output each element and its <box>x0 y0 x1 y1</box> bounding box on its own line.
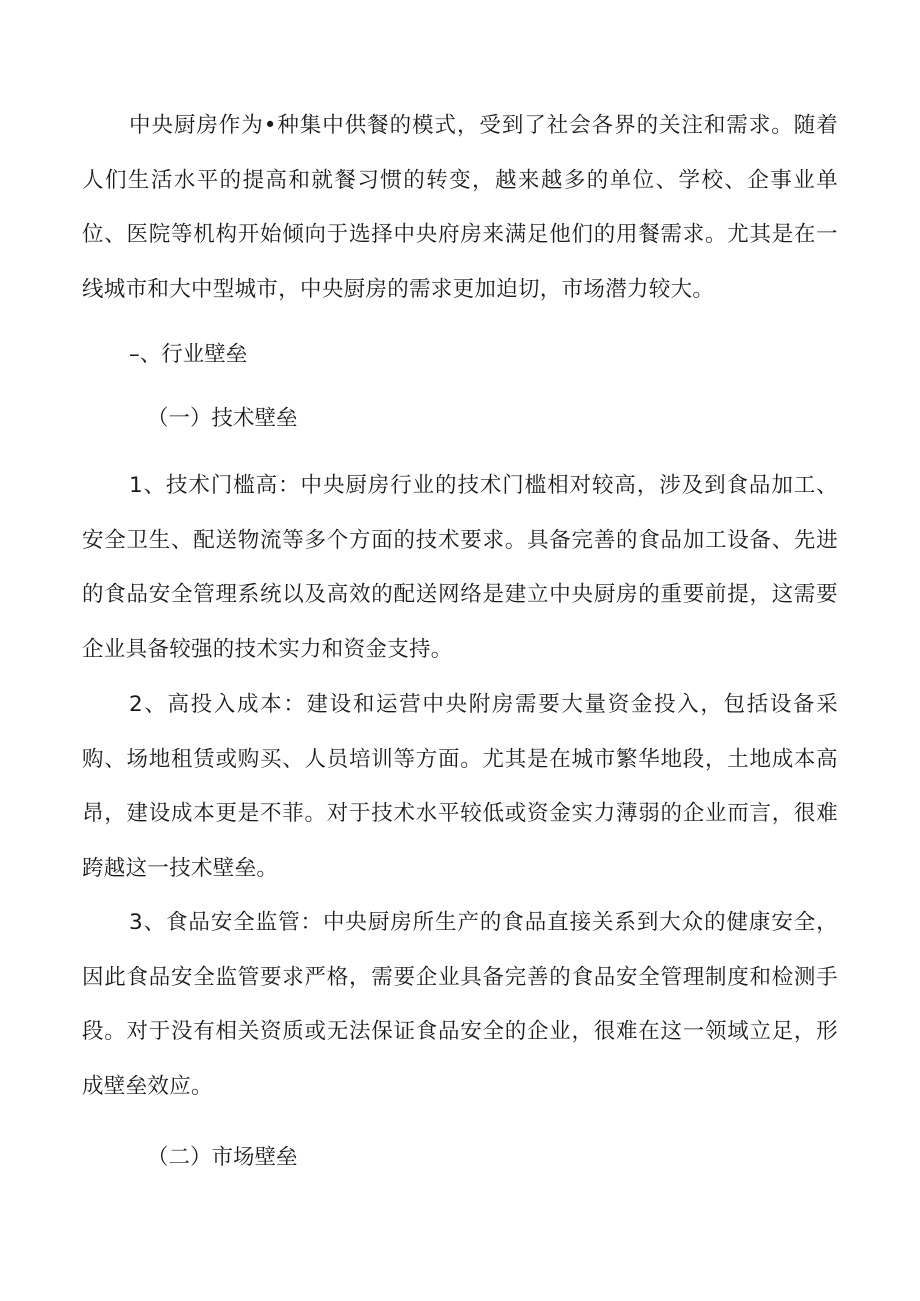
section-heading-industry-barriers: –、行业壁垒 <box>129 342 248 367</box>
intro-paragraph: 中央厨房作为•种集中供餐的模式，受到了社会各界的关注和需求。随着人们生活水平的提高和就餐习惯的转变，越来越多的单位、学校、企事业单位、医院等机构开始倾向于选择中央府房来满足他们的用餐需求。尤其是在一线城市和大中型城市，中央厨房的需求更加迫切，市场潜力较大。 <box>82 113 838 302</box>
subsection-heading-market-barriers: （二）市场壁垒 <box>147 1145 298 1170</box>
tech-threshold-paragraph: 1、技术门槛高：中央厨房行业的技术门槛相对较高，涉及到食品加工、安全卫生、配送物流等多个方面的技术要求。具备完善的食品加工设备、先进的食品安全管理系统以及高效的配送网络是建立中央厨房的重要前提，这需要企业具备较强的技术实力和资金支持。 <box>82 473 838 662</box>
high-cost-paragraph: 2、高投入成本：建设和运营中央附房需要大量资金投入，包括设备采购、场地租赁或购买、人员培训等方面。尤其是在城市繁华地段，土地成本高昂，建设成本更是不菲。对于技术水平较低或资金实力薄弱的企业而言，很难跨越这一技术壁垒。 <box>82 692 838 881</box>
subsection-heading-technical-barriers: （一）技术壁垒 <box>147 406 298 431</box>
food-safety-paragraph: 3、食品安全监管：中央厨房所生产的食品直接关系到大众的健康安全，因此食品安全监管要求严格，需要企业具备完善的食品安全管理制度和检测手段。对于没有相关资质或无法保证食品安全的企业，很难在这一领域立足，形成壁垒效应。 <box>82 910 838 1099</box>
